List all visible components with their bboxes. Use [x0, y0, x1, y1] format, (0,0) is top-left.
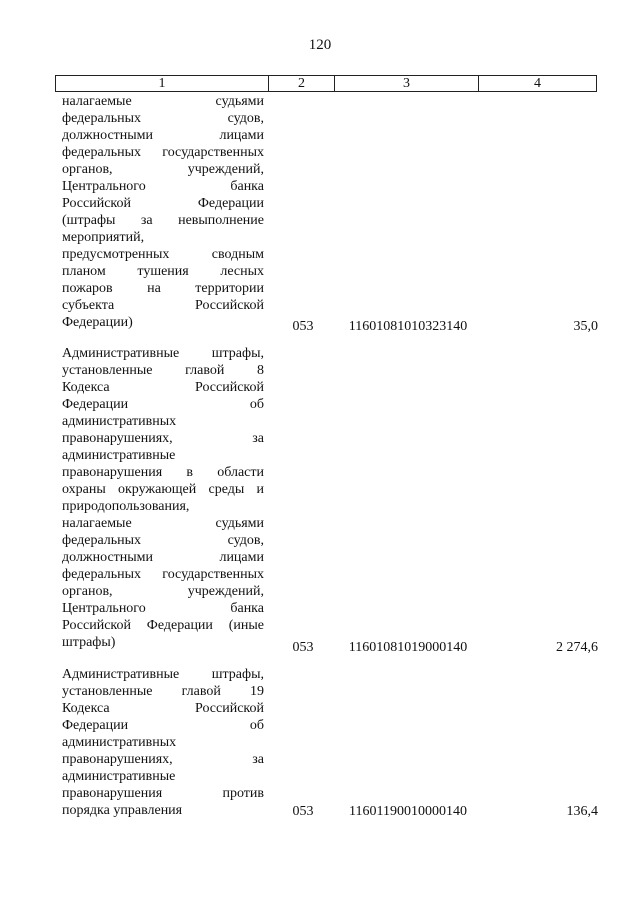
- description-line: должностными лицами: [62, 550, 264, 565]
- description-line: предусмотренных сводным: [62, 247, 264, 262]
- admin-code: 053: [292, 319, 314, 334]
- description-line: правонарушения в области: [62, 465, 264, 480]
- description-line: природопользования,: [62, 499, 190, 514]
- amount: 35,0: [573, 319, 598, 334]
- description-line: Российской Федерации (иные: [62, 618, 264, 633]
- header-col-3: 3: [335, 76, 479, 91]
- description-line: административных: [62, 414, 177, 429]
- description-line: федеральных государственных: [62, 567, 264, 582]
- row-description: [62, 93, 264, 331]
- amount: 2 274,6: [556, 640, 598, 655]
- description-line: налагаемые судьями: [62, 94, 264, 109]
- row-description: [62, 666, 264, 819]
- description-line: налагаемые судьями: [62, 516, 264, 531]
- description-line: органов, учреждений,: [62, 162, 264, 177]
- budget-code: 11601081019000140: [348, 640, 468, 655]
- amount: 136,4: [566, 804, 598, 819]
- description-line: правонарушениях, за: [62, 431, 264, 446]
- description-line: Федерации об: [62, 718, 264, 733]
- description-line: Административные штрафы,: [62, 667, 264, 682]
- description-line: Центрального банка: [62, 601, 264, 616]
- header-col-1: 1: [56, 76, 269, 91]
- description-line: установленные главой 8: [62, 363, 264, 378]
- description-line: пожаров на территории: [62, 281, 264, 296]
- description-line: федеральных государственных: [62, 145, 264, 160]
- description-line: органов, учреждений,: [62, 584, 264, 599]
- description-line: правонарушения против: [62, 786, 264, 801]
- header-col-2: 2: [269, 76, 335, 91]
- table-header: [55, 75, 597, 92]
- budget-code: 11601190010000140: [349, 804, 467, 819]
- description-line: должностными лицами: [62, 128, 264, 143]
- description-line: штрафы): [62, 635, 116, 650]
- admin-code: 053: [292, 640, 314, 655]
- description-line: охраны окружающей среды и: [62, 482, 264, 497]
- description-line: Федерации): [62, 315, 133, 330]
- description-line: Административные штрафы,: [62, 346, 264, 361]
- description-line: Центрального банка: [62, 179, 264, 194]
- description-line: федеральных судов,: [62, 111, 264, 126]
- page-number: 120: [308, 37, 332, 53]
- description-line: административные: [62, 448, 176, 463]
- row-description: [62, 345, 264, 651]
- description-line: порядка управления: [62, 803, 183, 818]
- description-line: мероприятий,: [62, 230, 145, 245]
- description-line: Кодекса Российской: [62, 380, 264, 395]
- description-line: федеральных судов,: [62, 533, 264, 548]
- budget-code: 11601081010323140: [348, 319, 468, 334]
- description-line: Российской Федерации: [62, 196, 264, 211]
- description-line: субъекта Российской: [62, 298, 264, 313]
- description-line: административные: [62, 769, 176, 784]
- header-col-4: 4: [534, 76, 541, 91]
- description-line: установленные главой 19: [62, 684, 264, 699]
- description-line: (штрафы за невыполнение: [62, 213, 264, 228]
- admin-code: 053: [292, 804, 314, 819]
- description-line: административных: [62, 735, 177, 750]
- description-line: правонарушениях, за: [62, 752, 264, 767]
- description-line: планом тушения лесных: [62, 264, 264, 279]
- description-line: Кодекса Российской: [62, 701, 264, 716]
- description-line: Федерации об: [62, 397, 264, 412]
